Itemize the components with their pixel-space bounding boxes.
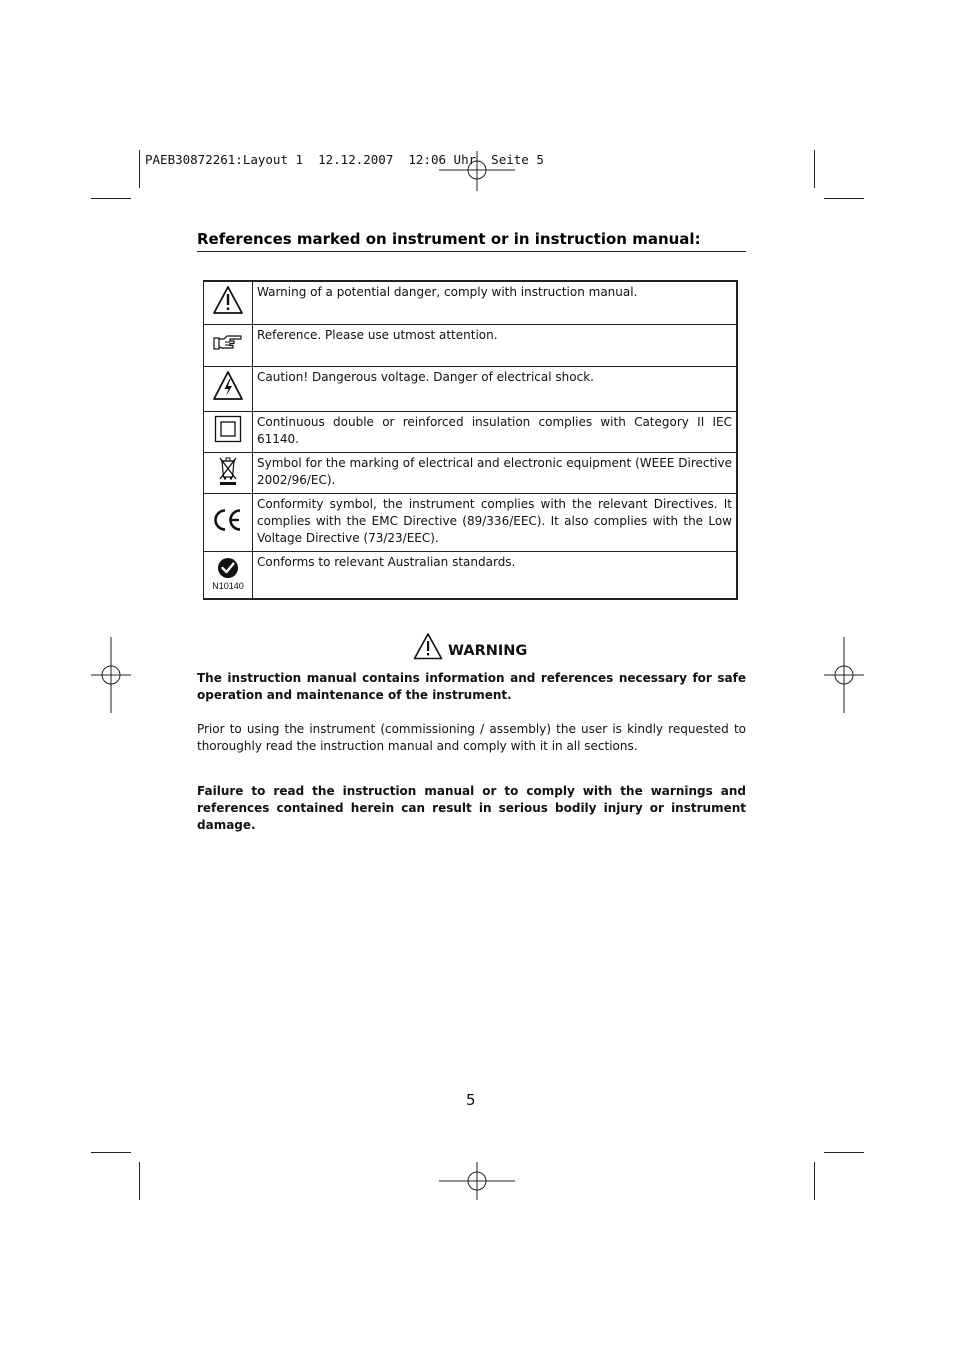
warning-title: WARNING xyxy=(448,643,528,659)
crop-mark xyxy=(814,150,815,188)
symbol-description: Warning of a potential danger, comply with instruction manual. xyxy=(253,281,738,324)
table-row xyxy=(204,551,738,599)
weee-crossed-bin-icon xyxy=(217,454,239,486)
table-row xyxy=(204,452,738,493)
c-tick-caption: N10140 xyxy=(212,581,244,592)
symbol-cell xyxy=(204,493,253,551)
symbol-cell xyxy=(204,366,253,411)
crop-mark xyxy=(814,1162,815,1200)
symbol-cell xyxy=(204,281,253,324)
print-slug-line: PAEB30872261:Layout 1 12.12.2007 12:06 Uhr Seite 5 xyxy=(145,152,544,167)
registration-mark-icon xyxy=(91,637,131,713)
table-row xyxy=(204,281,738,324)
symbol-description: Caution! Dangerous voltage. Danger of electrical shock. xyxy=(253,366,738,411)
symbols-table xyxy=(203,280,738,600)
crop-mark xyxy=(139,150,140,188)
crop-mark xyxy=(91,1152,131,1153)
crop-mark xyxy=(824,1152,864,1153)
symbol-cell xyxy=(204,452,253,493)
table-row xyxy=(204,324,738,366)
ce-mark-icon xyxy=(212,507,244,533)
symbol-description: Reference. Please use utmost attention. xyxy=(253,324,738,366)
section-title: References marked on instrument or in instruction manual: xyxy=(197,230,746,252)
warning-triangle-icon xyxy=(413,632,443,660)
registration-mark-icon xyxy=(439,1162,515,1200)
crop-mark xyxy=(139,1162,140,1200)
warning-triangle-icon xyxy=(212,285,244,315)
registration-mark-icon xyxy=(824,637,864,713)
double-insulation-icon xyxy=(214,415,242,443)
table-row xyxy=(204,493,738,551)
paragraph-read-manual: Prior to using the instrument (commissioning / assembly) the user is kindly requested to thoroughly read the instruction manual and comply with it in all sections. xyxy=(197,722,746,753)
pointing-hand-icon xyxy=(213,333,243,353)
table-row xyxy=(204,366,738,411)
symbol-description: Symbol for the marking of electrical and electronic equipment (WEEE Directive 2002/96/EC). xyxy=(253,452,738,493)
high-voltage-triangle-icon xyxy=(212,370,244,402)
symbol-description: Conforms to relevant Australian standards. xyxy=(253,551,738,599)
symbol-cell xyxy=(204,551,253,599)
crop-mark xyxy=(91,198,131,199)
symbol-description: Continuous double or reinforced insulation complies with Category II IEC 61140. xyxy=(253,411,738,452)
warning-heading xyxy=(413,632,527,660)
paragraph-failure-warning: Failure to read the instruction manual or to comply with the warnings and references contained herein can result in serious bodily injury or instrument damage. xyxy=(197,784,746,832)
page-number: 5 xyxy=(466,1091,476,1109)
symbol-description: Conformity symbol, the instrument complies with the relevant Directives. It complies with the EMC Directive (89/336/EEC). It also complies with the Low Voltage Directive (73/23/EEC). xyxy=(253,493,738,551)
table-row xyxy=(204,411,738,452)
c-tick-icon xyxy=(217,557,239,579)
symbol-cell xyxy=(204,411,253,452)
symbol-cell xyxy=(204,324,253,366)
crop-mark xyxy=(824,198,864,199)
paragraph-safety-info: The instruction manual contains information and references necessary for safe operation and maintenance of the instrument. xyxy=(197,671,746,702)
